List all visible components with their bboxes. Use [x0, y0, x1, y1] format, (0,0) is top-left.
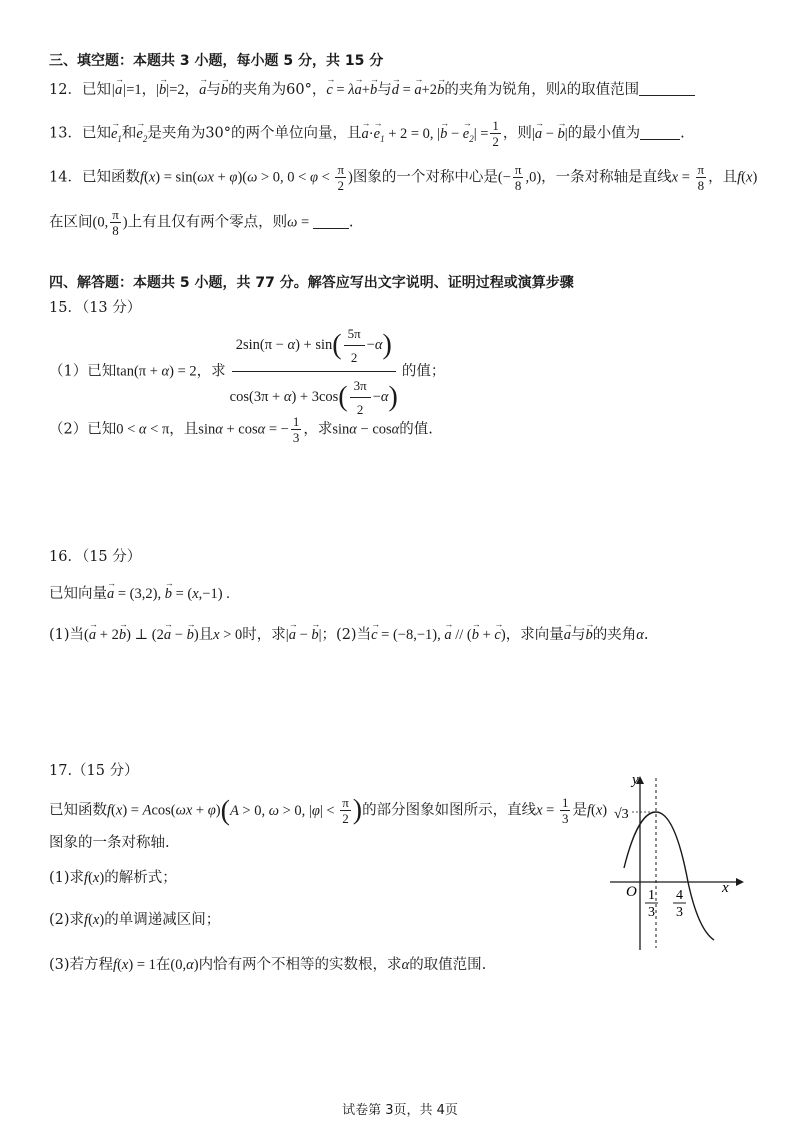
q14-number: 14．已知函数	[49, 169, 140, 186]
q17-p1-text-a: (1)求	[49, 870, 85, 886]
question-14-line-2: 在区间(0, $\frac{\pi}{8}$ )上有且仅有两个零点，则ω = .	[49, 207, 354, 238]
q15-p2-text-c: ，求	[303, 421, 333, 438]
q16-p1-text-b: 且	[198, 627, 214, 643]
q16-p2-text-a: ；(2)当	[321, 627, 372, 643]
q15-p1-text-a: （1）已知	[49, 363, 117, 380]
q12-text-3: 的夹角为锐角，则	[444, 82, 561, 98]
q17-p1-text-b: 的解析式；	[104, 870, 177, 886]
question-15-part-2: （2）已知0 < α < π，且sinα + cosα = − $\frac{1}{3}$ ，求sinα − cosα的值.	[49, 414, 433, 445]
q16-line-1-text: 已知向量	[49, 586, 107, 602]
section-3-title: 三、填空题：本题共 3 小题，每小题 5 分，共 15 分	[49, 53, 384, 69]
q16-p1-text-c: 时，求	[242, 627, 286, 643]
question-16-header: 16．（15 分）	[49, 549, 142, 565]
x-tick-1-num: 1	[648, 888, 655, 903]
question-17-part-2: (2)求f(x)的单调递减区间；	[49, 912, 221, 928]
q12-text-4: 的取值范围	[566, 82, 640, 98]
q15-p2-text-b: ，且	[169, 421, 199, 438]
section-4-title: 四、解答题：本题共 5 小题，共 77 分。解答应写出文字说明、证明过程或演算步骤	[49, 275, 574, 291]
cosine-graph	[610, 770, 745, 955]
q17-p3-text-c: 内恰有两个不相等的实数根，求	[198, 957, 402, 973]
q14-text-1: 图象的一个对称中心是	[352, 169, 498, 186]
origin-label: O	[626, 884, 637, 900]
question-12: 12．已知|→ a|=1，|→ b|=2，→ a与→ b的夹角为60°，→ c = λ→ a+→ b与→ d = → a+2→ b的夹角为锐角，则λ的取值范围	[49, 80, 695, 100]
q16-p2-text-d: 的夹角	[592, 627, 637, 643]
q13-text-3: 的最小值为	[567, 125, 641, 142]
q16-end: .	[643, 627, 649, 643]
q13-text-1: 是夹角为30°的两个单位向量，且	[147, 125, 362, 142]
q12-text-2: 与	[377, 82, 392, 98]
q13-answer-blank[interactable]	[640, 125, 680, 140]
question-15-header: 15．（13 分）	[49, 300, 142, 316]
question-15-part-1: （1）已知tan(π + α) = 2，求 2sin(π − α) + sin( $\frac{5\pi}{2}$ −α) cos(3π + α) + 3cos( $\frac{3\pi}{2}$ −α) 的值；	[49, 322, 445, 421]
q14-text-5: 上有且仅有两个零点，则	[127, 214, 288, 231]
q12-number: 12．已知	[49, 82, 111, 98]
q14-text-4: 在区间	[49, 214, 93, 231]
x-tick-2-den: 3	[676, 905, 683, 920]
page-footer: 试卷第 3页，共 4页	[342, 1103, 458, 1118]
y-tick-sqrt3: √3	[614, 807, 629, 822]
q12-text-1: 的夹角为60°，	[228, 82, 327, 98]
question-17-header: 17.（15 分）	[49, 763, 139, 779]
q15-p1-text-b: ，求	[196, 363, 226, 380]
q14-text-3: ，且	[708, 169, 738, 186]
question-16-line-1: 已知向量→ a = (3,2), → b = (x,−1) .	[49, 584, 230, 604]
x-tick-1-den: 3	[648, 905, 655, 920]
question-17-part-1: (1)求f(x)的解析式；	[49, 870, 177, 886]
question-16-line-2: (1)当(→ a + 2→ b) ⊥ (2→ a − → b)且x > 0时，求|→ a − → b|；(2)当→ c = (−8,−1), → a // (→ b + → c)，求向量→ a与→ b的夹角α.	[49, 625, 648, 645]
x-tick-2-num: 4	[676, 888, 683, 903]
q17-p2-text-b: 的单调递减区间；	[104, 912, 221, 928]
q17-l1-text-c: 是	[572, 802, 587, 819]
y-label: y	[632, 772, 639, 788]
q15-p2-text-d: 的值.	[399, 421, 433, 438]
q14-text-2: ，一条对称轴是直线	[541, 169, 672, 186]
q16-p2-text-b: ，求向量	[505, 627, 564, 643]
question-17-line-1: 已知函数f(x) = Acos(ωx + φ)(A > 0, ω > 0, |φ| < $\frac{\pi}{2}$ )的部分图象如图所示，直线x = $\frac{1}{3}$ 是f(x)	[49, 794, 608, 827]
q17-p2-text-a: (2)求	[49, 912, 85, 928]
q14-answer-blank[interactable]	[313, 214, 349, 229]
x-label: x	[722, 880, 729, 896]
q12-answer-blank[interactable]	[639, 81, 695, 96]
x-axis-arrow	[736, 878, 744, 886]
cosine-curve	[624, 812, 714, 940]
question-17-part-3: (3)若方程f(x) = 1在(0,α)内恰有两个不相等的实数根，求α的取值范围.	[49, 957, 487, 973]
q17-l1-text-b: 的部分图象如图所示，直线	[362, 802, 537, 819]
q15-expression: 2sin(π − α) + sin( $\frac{5\pi}{2}$ −α) cos(3π + α) + 3cos( $\frac{3\pi}{2}$ −α)	[226, 322, 402, 421]
question-17-line-2: 图象的一条对称轴.	[49, 835, 170, 851]
q13-number: 13．已知	[49, 125, 111, 142]
q16-p1-text-a: (1)当	[49, 627, 85, 643]
q17-p3-text-a: (3)若方程	[49, 957, 114, 973]
q13-text-2: ，则	[502, 125, 532, 142]
question-14: 14．已知函数f(x) = sin(ωx + φ)(ω > 0, 0 < φ < $\frac{\pi}{2}$ )图象的一个对称中心是(− $\frac{\pi}{8}$ ,0)，一条对称轴是直线x = $\frac{\pi}{8}$ ，且f(x)	[49, 162, 758, 193]
q17-l1-text-a: 已知函数	[49, 802, 107, 819]
q17-p3-text-d: 的取值范围.	[409, 957, 487, 973]
q17-p3-text-b: 在	[155, 957, 171, 973]
q16-p2-text-c: 与	[570, 627, 586, 643]
q15-p1-text-c: 的值；	[401, 363, 446, 380]
question-13: 13．已知→ $e_1$和→ $e_2$是夹角为30°的两个单位向量，且→ $a\cdot\to e_1 + 2 = 0$, |→ b − → $e_2|$ = $\frac{1}{2}$ ，则|→ a − → b|的最小值为 .	[49, 118, 685, 149]
q15-p2-text-a: （2）已知	[49, 421, 117, 438]
